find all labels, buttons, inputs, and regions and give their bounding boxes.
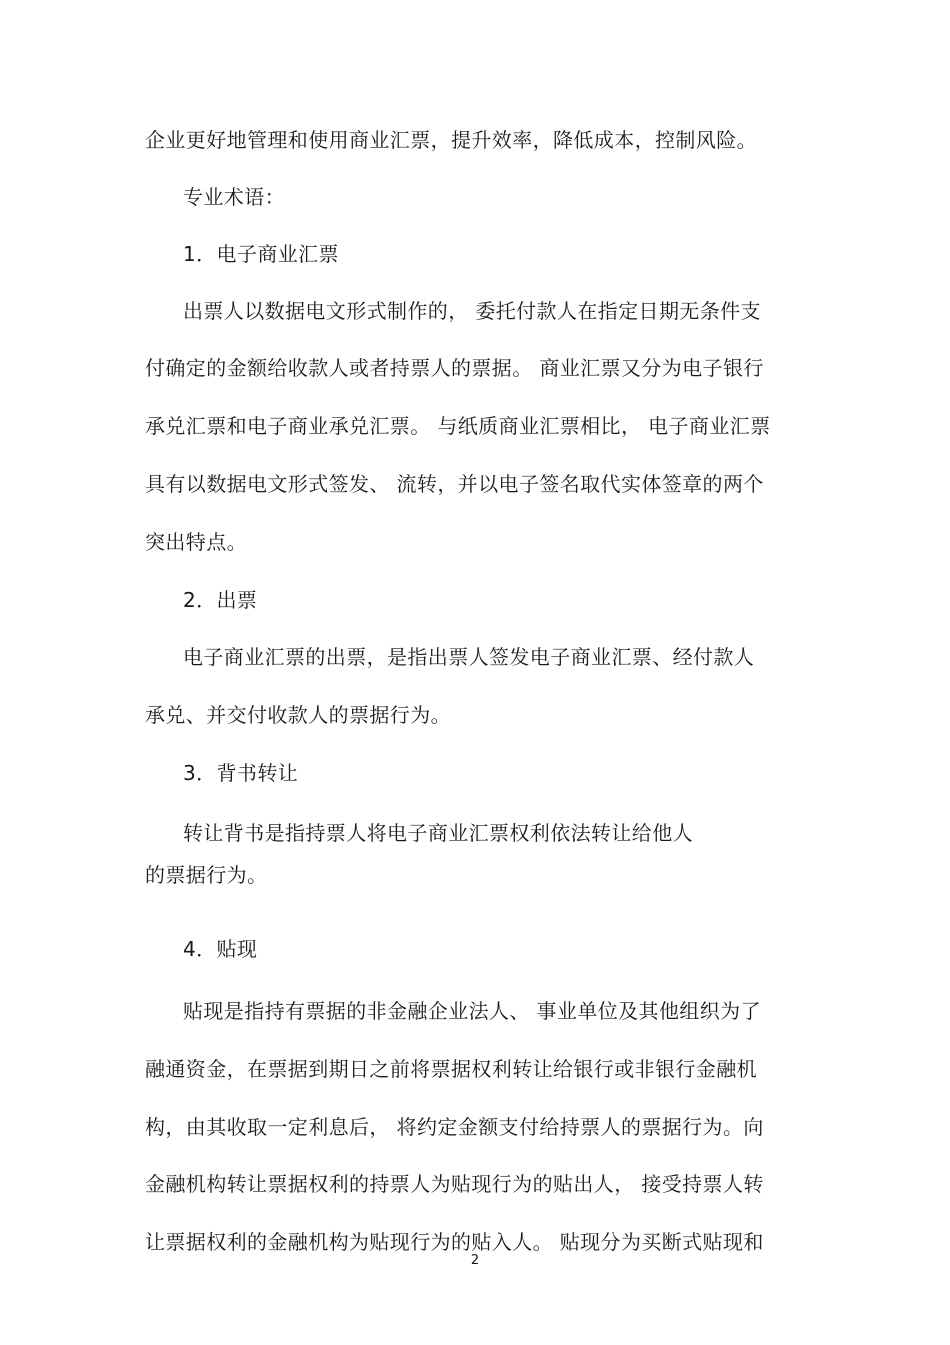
text-line: 企业更好地管理和使用商业汇票，提升效率，降低成本，控制风险。 xyxy=(145,128,757,152)
term-heading: 2．出票 xyxy=(183,588,258,612)
text-line: 付确定的金额给收款人或者持票人的票据。 商业汇票又分为电子银行 xyxy=(145,356,764,380)
text-line: 让票据权利的金融机构为贴现行为的贴入人。 贴现分为买断式贴现和 xyxy=(145,1230,764,1254)
term-heading: 4．贴现 xyxy=(183,937,258,961)
page-number: 2 xyxy=(470,1253,480,1268)
text-line: 金融机构转让票据权利的持票人为贴现行为的贴出人， 接受持票人转 xyxy=(145,1172,764,1196)
text-line: 融通资金，在票据到期日之前将票据权利转让给银行或非银行金融机 xyxy=(145,1057,757,1081)
text-line: 电子商业汇票的出票，是指出票人签发电子商业汇票、经付款人 xyxy=(183,645,755,669)
text-line: 转让背书是指持票人将电子商业汇票权利依法转让给他人 xyxy=(183,821,693,845)
text-line: 具有以数据电文形式签发、 流转，并以电子签名取代实体签章的两个 xyxy=(145,472,764,496)
text-line: 承兑、并交付收款人的票据行为。 xyxy=(145,703,451,727)
text-line: 突出特点。 xyxy=(145,530,247,554)
text-line: 构，由其收取一定利息后， 将约定金额支付给持票人的票据行为。向 xyxy=(145,1115,764,1139)
section-heading: 专业术语： xyxy=(183,185,285,209)
term-heading: 3．背书转让 xyxy=(183,761,299,785)
text-line: 出票人以数据电文形式制作的， 委托付款人在指定日期无条件支 xyxy=(183,299,761,323)
text-line: 的票据行为。 xyxy=(145,863,268,887)
text-line: 承兑汇票和电子商业承兑汇票。 与纸质商业汇票相比， 电子商业汇票 xyxy=(145,414,771,438)
term-heading: 1．电子商业汇票 xyxy=(183,242,339,266)
text-line: 贴现是指持有票据的非金融企业法人、 事业单位及其他组织为了 xyxy=(183,999,761,1023)
